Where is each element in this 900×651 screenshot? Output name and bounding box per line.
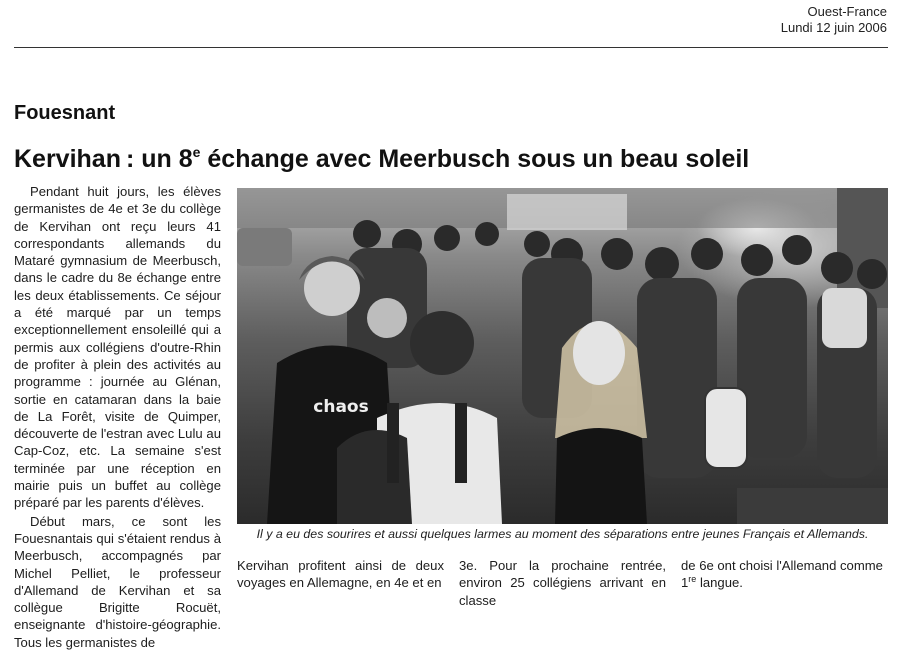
article-photo (237, 188, 888, 524)
first-ordinal-suffix: re (688, 574, 697, 585)
column-4-line-2: langue. (696, 575, 743, 591)
headline-part-1: Kervihan : un 8 (14, 145, 193, 173)
first-ordinal-number: 1 (681, 575, 689, 591)
header-rule (14, 47, 888, 48)
article-column-1 (14, 183, 221, 650)
article-headline (14, 145, 749, 174)
headline-part-2: échange avec Meerbusch sous un beau soleil (200, 145, 750, 173)
crowd-illustration (237, 188, 888, 524)
paragraph-2: Début mars, ce sont les Fouesnantais qui s'étaient rendus à Meerbusch, accompagnés par Michel Pelliet, le professeur d'Allemand de Kervihan et sa collègue Brigitte Rocuët, enseignante d'histoire-géographie. Tous les germanistes de (14, 513, 221, 650)
section-title: Fouesnant (14, 102, 116, 124)
shirt-print: chaos (313, 397, 369, 417)
article-column-2: Kervihan profitent ainsi de deux voyages en Allemagne, en 4e et en (237, 558, 444, 591)
article-column-3: 3e. Pour la prochaine rentrée, environ 25 collégiens arrivant en classe (459, 558, 666, 608)
column-4-line-1: de 6e ont choisi l'Allemand comme (681, 558, 883, 573)
issue-date: Lundi 12 juin 2006 (780, 20, 887, 35)
photo-caption: Il y a eu des sourires et aussi quelques larmes au moment des séparations entre jeunes Français et Allemands. (256, 527, 869, 541)
newspaper-name: Ouest-France (807, 4, 887, 19)
paragraph-1: Pendant huit jours, les élèves germanistes de 4e et 3e du collège de Kervihan ont reçu leurs 41 correspondants allemands du Mataré gymnasium de Meerbusch, dans le cadre du 8e échange entre les deux établissements. Ce séjour a été marqué par un temps exceptionnellement ensoleillé qui a permis aux collégiens d'outre-Rhin de profiter à plein des activités au programme : journée au Glénan, sortie en catamaran dans la baie de La Forêt, visite de Quimper, découverte de l'estran avec Lulu au Cap-Coz, etc. La semaine s'est terminée par une réception en mairie puis un buffet au collège préparé par les parents d'élèves. (14, 184, 221, 511)
headline-superscript: e (192, 144, 201, 160)
masthead (781, 4, 887, 36)
article-column-4 (681, 557, 888, 600)
